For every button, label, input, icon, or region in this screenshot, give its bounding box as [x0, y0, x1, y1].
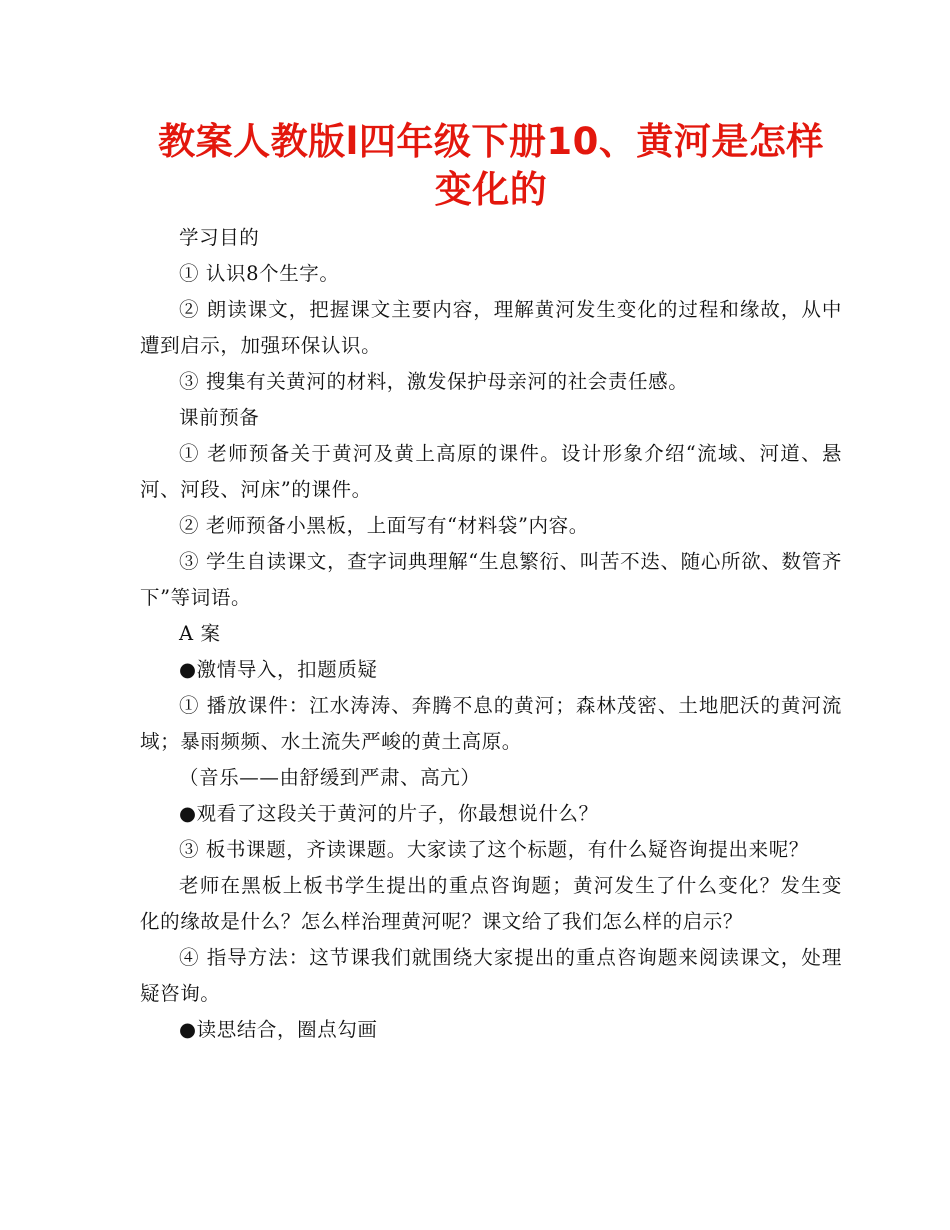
section-heading-objectives: 学习目的 [179, 226, 260, 249]
intro-step-4: ④ 指导方法：这节课我们就围绕大家提出的重点咨询题来阅读课文，处理疑咨询。 [140, 946, 842, 1005]
objective-item-3: ③ 搜集有关黄河的材料，激发保护母亲河的社会责任感。 [179, 370, 689, 393]
preparation-item-1: ① 老师预备关于黄河及黄上高原的课件。设计形象介绍“流域、河道、悬河、河段、河床”的课件。 [140, 442, 842, 501]
bullet-heading-reading: ●读思结合，圈点勾画 [179, 1018, 378, 1041]
section-heading-preparation: 课前预备 [179, 406, 260, 429]
document-title [140, 118, 842, 214]
preparation-item-3: ③ 学生自读课文，查字词典理解“生息繁衍、叫苦不迭、随心所欲、数管齐下”等词语。 [140, 550, 842, 609]
document-body [140, 220, 842, 1048]
objective-item-1: ① 认识8个生字。 [179, 262, 340, 285]
bullet-question: ●观看了这段关于黄河的片子，你最想说什么？ [179, 802, 599, 825]
objective-item-2: ② 朗读课文，把握课文主要内容，理解黄河发生变化的过程和缘故，从中遭到启示，加强环保认识。 [140, 298, 842, 357]
music-note: （音乐——由舒缓到严肃、高亢） [179, 766, 481, 789]
bullet-heading-intro: ●激情导入，扣题质疑 [179, 658, 378, 681]
intro-step-3: ③ 板书课题，齐读课题。大家读了这个标题，有什么疑咨询提出来呢？ [179, 838, 809, 861]
title-line-1: 教案人教版l四年级下册10、黄河是怎样 [158, 120, 824, 163]
section-heading-plan-a: A 案 [179, 622, 221, 645]
intro-step-1: ① 播放课件：江水涛涛、奔腾不息的黄河；森林茂密、土地肥沃的黄河流域；暴雨频频、水土流失严峻的黄土高原。 [140, 694, 842, 753]
title-line-2: 变化的 [434, 168, 548, 211]
teacher-board-paragraph: 老师在黑板上板书学生提出的重点咨询题；黄河发生了什么变化？发生变化的缘故是什么？怎么样治理黄河呢？课文给了我们怎么样的启示？ [140, 874, 842, 933]
preparation-item-2: ② 老师预备小黑板，上面写有“材料袋”内容。 [179, 514, 589, 537]
